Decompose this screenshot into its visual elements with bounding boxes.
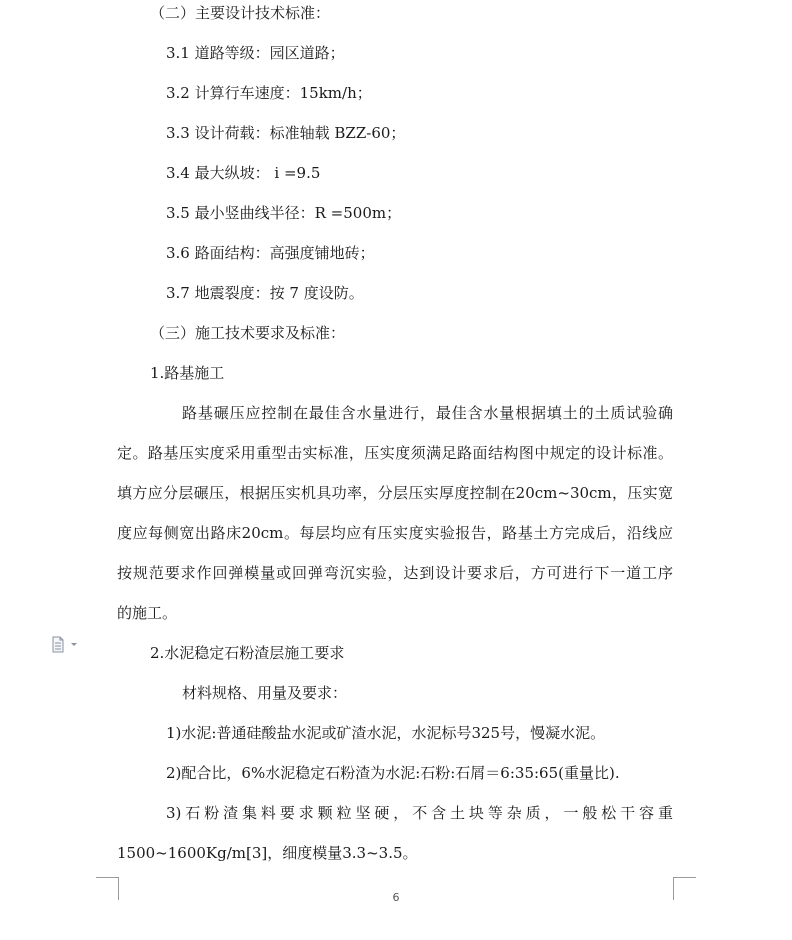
standard-item-3-5: 3.5 最小竖曲线半径：R =500m； xyxy=(166,204,402,222)
paragraph-line: 的施工。 xyxy=(117,604,178,622)
standard-item-3-6: 3.6 路面结构：高强度铺地砖； xyxy=(166,244,375,262)
paragraph-line: 路基碾压应控制在最佳含水量进行，最佳含水量根据填土的土质试验确 xyxy=(182,404,673,422)
subsection-heading-1: 1.路基施工 xyxy=(150,364,225,382)
section-heading-2: （二）主要设计技术标准： xyxy=(150,4,331,22)
paragraph-line: 按规范要求作回弹模量或回弹弯沉实验，达到设计要求后，方可进行下一道工序 xyxy=(117,564,673,582)
material-item-3: 3)石粉渣集料要求颗粒坚硬，不含土块等杂质，一般松干容重 xyxy=(166,804,673,822)
materials-heading: 材料规格、用量及要求： xyxy=(182,684,348,702)
standard-item-3-4: 3.4 最大纵坡： i =9.5 xyxy=(166,164,321,182)
material-item-2: 2)配合比，6%水泥稳定石粉渣为水泥:石粉:石屑＝6:35:65(重量比). xyxy=(166,764,620,782)
document-icon[interactable] xyxy=(52,636,80,654)
paragraph-line: 填方应分层碾压，根据压实机具功率，分层压实厚度控制在20cm~30cm，压实宽 xyxy=(117,484,673,502)
standard-item-3-2: 3.2 计算行车速度：15km/h； xyxy=(166,84,372,102)
page-number: 6 xyxy=(392,891,400,904)
section-heading-3: （三）施工技术要求及标准： xyxy=(150,324,346,342)
standard-item-3-1: 3.1 道路等级：园区道路； xyxy=(166,44,345,62)
subsection-heading-2: 2.水泥稳定石粉渣层施工要求 xyxy=(150,644,345,662)
standard-item-3-3: 3.3 设计荷载：标准轴载 BZZ-60； xyxy=(166,124,406,142)
standard-item-3-7: 3.7 地震裂度：按 7 度设防。 xyxy=(166,284,364,302)
paragraph-line: 度应每侧宽出路床20cm。每层均应有压实度实验报告，路基土方完成后，沿线应 xyxy=(117,524,673,542)
paragraph-line: 定。路基压实度采用重型击实标准，压实度须满足路面结构图中规定的设计标准。 xyxy=(117,444,673,462)
material-item-3-cont: 1500~1600Kg/m[3]，细度模量3.3~3.5。 xyxy=(117,844,418,862)
material-item-1: 1)水泥:普通硅酸盐水泥或矿渣水泥，水泥标号325号，慢凝水泥。 xyxy=(166,724,606,742)
